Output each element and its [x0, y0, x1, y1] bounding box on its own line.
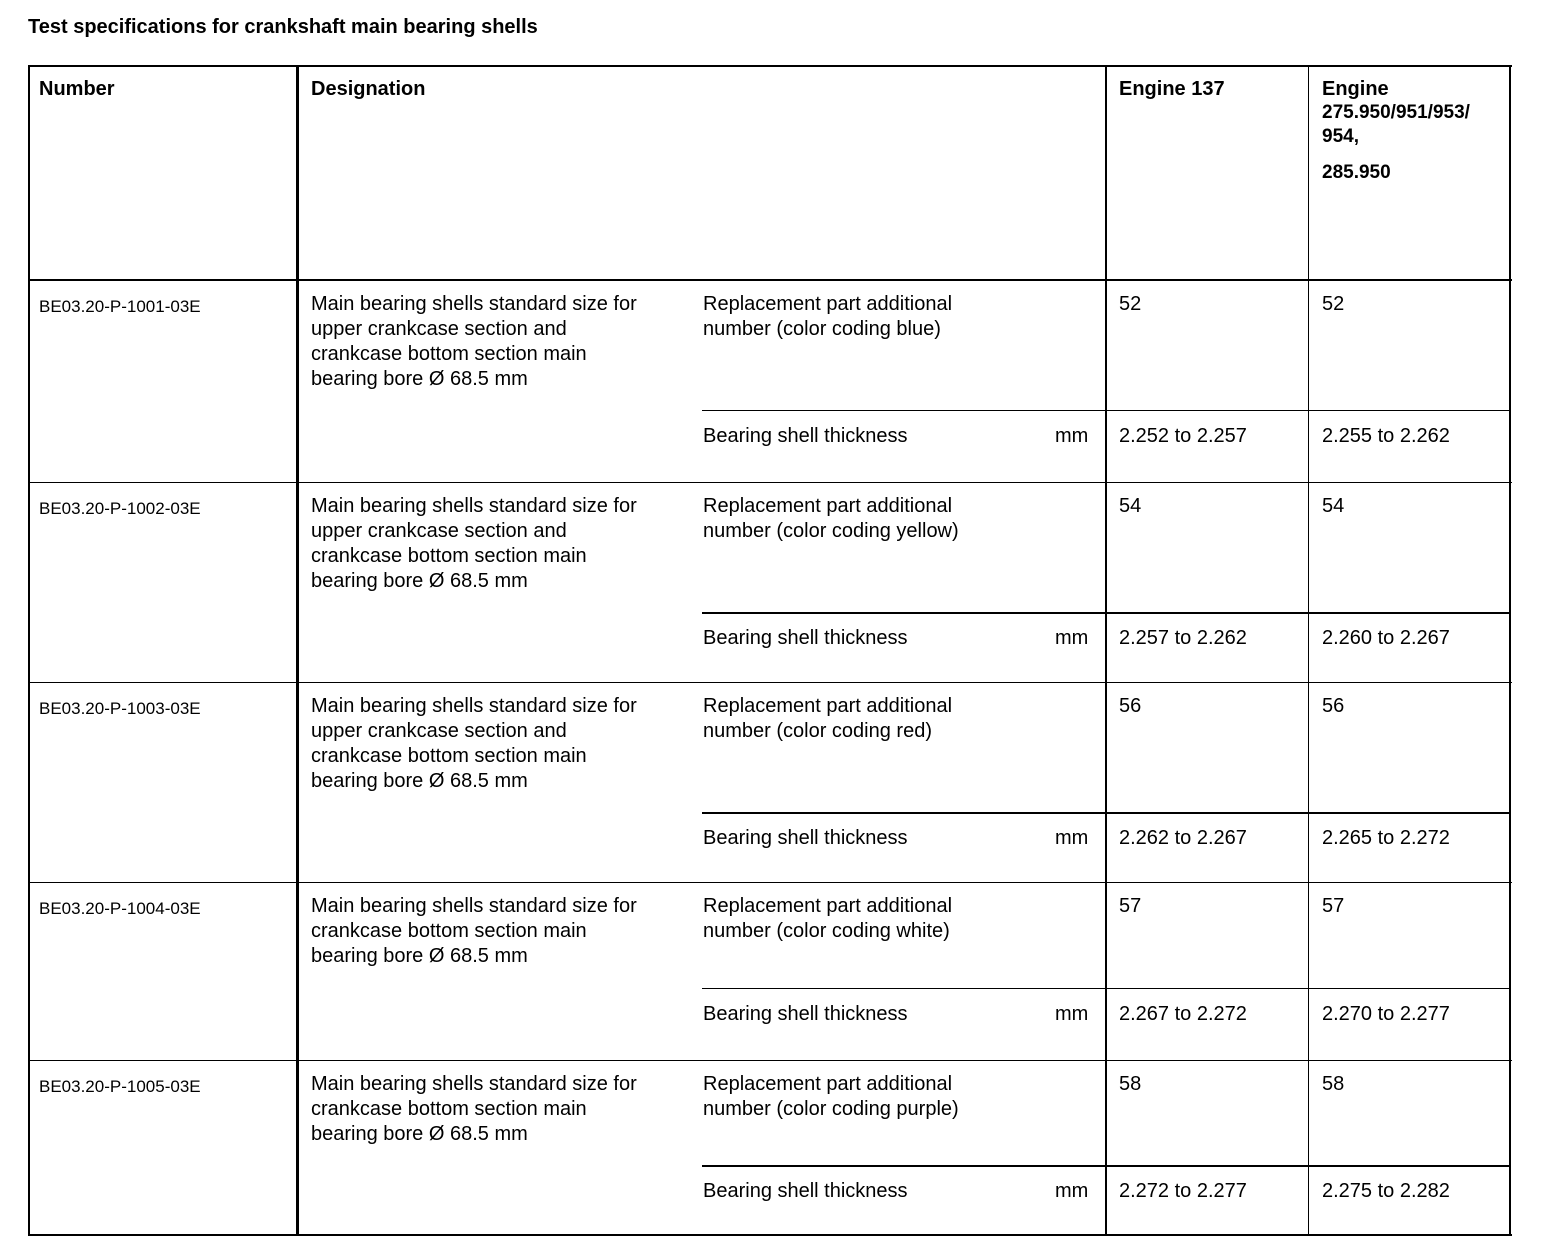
header-engine-275: Engine: [1322, 78, 1389, 100]
unit-label: mm: [1055, 827, 1089, 849]
part-number: BE03.20-P-1005-03E: [39, 1077, 201, 1096]
engine-137-thickness: 2.262 to 2.267: [1119, 827, 1247, 849]
engine-137-thickness: 2.272 to 2.277: [1119, 1180, 1247, 1202]
engine-137-value: 57: [1119, 895, 1142, 917]
header-number: Number: [39, 78, 115, 100]
replacement-part-spec: Replacement part additional number (color coding blue): [703, 293, 953, 340]
replacement-part-spec: Replacement part additional number (color coding purple): [703, 1073, 959, 1120]
unit-label: mm: [1055, 1180, 1089, 1202]
sub-row-divider: [702, 612, 1510, 614]
sub-row-divider: [702, 988, 1510, 989]
page-title: Test specifications for crankshaft main bearing shells: [28, 16, 538, 38]
bearing-thickness-label: Bearing shell thickness: [703, 627, 908, 649]
bearing-thickness-label: Bearing shell thickness: [703, 1003, 908, 1025]
part-number: BE03.20-P-1004-03E: [39, 899, 201, 918]
header-engine-137: Engine 137: [1119, 78, 1225, 100]
bearing-thickness-label: Bearing shell thickness: [703, 827, 908, 849]
bearing-thickness-label: Bearing shell thickness: [703, 425, 908, 447]
row-divider: [28, 682, 1512, 683]
header-engine-275-models: 275.950/951/953/ 954,: [1322, 102, 1470, 147]
table-border-bottom: [28, 1234, 1512, 1236]
engine-275-value: 54: [1322, 495, 1345, 517]
replacement-part-spec: Replacement part additional number (color coding yellow): [703, 495, 959, 542]
engine-275-value: 56: [1322, 695, 1345, 717]
sub-row-divider: [702, 1165, 1510, 1167]
engine-275-thickness: 2.275 to 2.282: [1322, 1180, 1450, 1202]
unit-label: mm: [1055, 627, 1089, 649]
engine-137-thickness: 2.267 to 2.272: [1119, 1003, 1247, 1025]
header-divider: [28, 279, 1512, 281]
part-number: BE03.20-P-1002-03E: [39, 499, 201, 518]
unit-label: mm: [1055, 425, 1089, 447]
engine-275-thickness: 2.255 to 2.262: [1322, 425, 1450, 447]
header-engine-285: 285.950: [1322, 162, 1391, 183]
replacement-part-spec: Replacement part additional number (color coding white): [703, 895, 953, 942]
engine-275-value: 58: [1322, 1073, 1345, 1095]
designation-description: Main bearing shells standard size for upper crankcase section and crankcase bottom section main bearing bore Ø 68.5 mm: [311, 293, 637, 390]
unit-label: mm: [1055, 1003, 1089, 1025]
engine-137-value: 56: [1119, 695, 1142, 717]
row-divider: [28, 1060, 1512, 1061]
designation-description: Main bearing shells standard size for upper crankcase section and crankcase bottom section main bearing bore Ø 68.5 mm: [311, 495, 637, 592]
sub-row-divider: [702, 812, 1510, 814]
engine-275-value: 52: [1322, 293, 1345, 315]
row-divider: [28, 482, 1512, 483]
bearing-thickness-label: Bearing shell thickness: [703, 1180, 908, 1202]
header-designation: Designation: [311, 78, 426, 100]
table-border-top: [28, 65, 1512, 67]
engine-137-thickness: 2.252 to 2.257: [1119, 425, 1247, 447]
designation-description: Main bearing shells standard size for crankcase bottom section main bearing bore Ø 68.5 mm: [311, 1073, 637, 1145]
designation-description: Main bearing shells standard size for upper crankcase section and crankcase bottom section main bearing bore Ø 68.5 mm: [311, 695, 637, 792]
engine-275-thickness: 2.260 to 2.267: [1322, 627, 1450, 649]
sub-row-divider: [702, 410, 1510, 411]
engine-137-value: 54: [1119, 495, 1142, 517]
engine-137-value: 52: [1119, 293, 1142, 315]
engine-137-thickness: 2.257 to 2.262: [1119, 627, 1247, 649]
engine-275-value: 57: [1322, 895, 1345, 917]
row-divider: [28, 882, 1512, 883]
engine-275-thickness: 2.265 to 2.272: [1322, 827, 1450, 849]
designation-description: Main bearing shells standard size for crankcase bottom section main bearing bore Ø 68.5 mm: [311, 895, 637, 967]
part-number: BE03.20-P-1001-03E: [39, 297, 201, 316]
part-number: BE03.20-P-1003-03E: [39, 699, 201, 718]
engine-275-thickness: 2.270 to 2.277: [1322, 1003, 1450, 1025]
engine-137-value: 58: [1119, 1073, 1142, 1095]
replacement-part-spec: Replacement part additional number (color coding red): [703, 695, 953, 742]
